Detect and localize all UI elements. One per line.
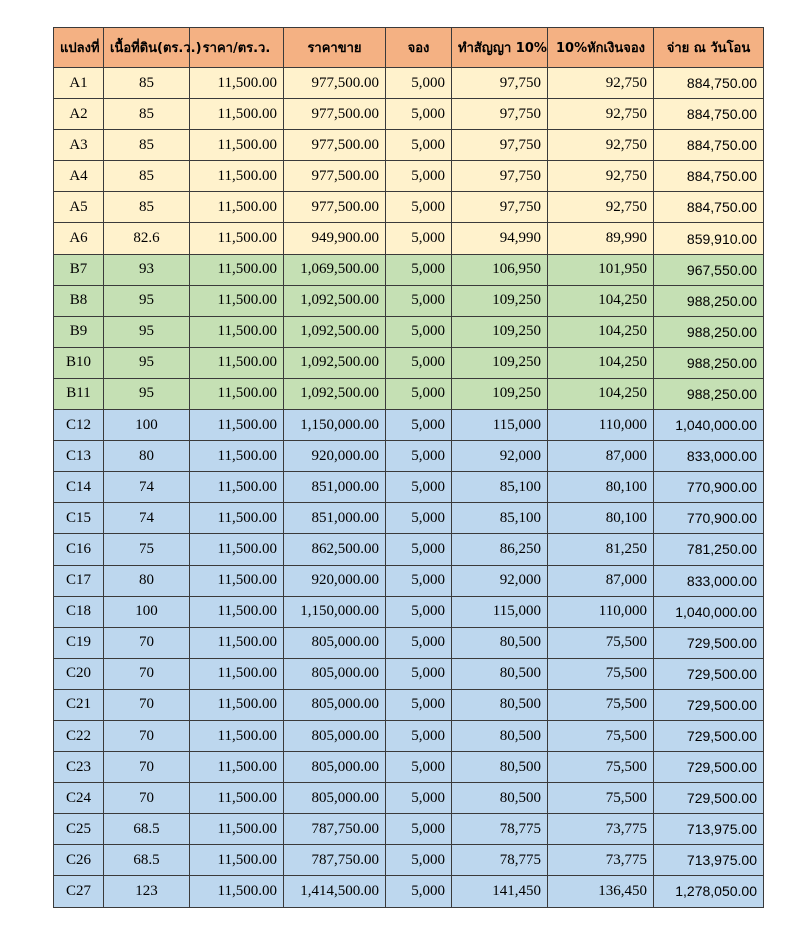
table-row (54, 814, 764, 845)
header-land-area: เนื้อที่ดิน(ตร.ว.) (104, 28, 190, 68)
pay-on-transfer-cell: 1,278,050.00 (654, 876, 764, 907)
contract-minus-reservation-cell: 136,450 (548, 876, 654, 907)
plot-cell: A4 (54, 161, 104, 192)
plot-cell: C18 (54, 596, 104, 627)
table-row (54, 316, 764, 347)
contract-cell: 80,500 (452, 720, 548, 751)
price-per-sq-wa-cell: 11,500.00 (190, 752, 284, 783)
contract-cell: 97,750 (452, 161, 548, 192)
contract-minus-reservation-cell: 104,250 (548, 347, 654, 378)
contract-minus-reservation-cell: 87,000 (548, 441, 654, 472)
sale-price-cell: 920,000.00 (284, 441, 386, 472)
contract-cell: 85,100 (452, 472, 548, 503)
area-cell: 70 (104, 752, 190, 783)
contract-cell: 97,750 (452, 130, 548, 161)
sale-price-cell: 1,150,000.00 (284, 410, 386, 441)
reservation-cell: 5,000 (386, 752, 452, 783)
contract-cell: 97,750 (452, 192, 548, 223)
table-row (54, 254, 764, 285)
reservation-cell: 5,000 (386, 783, 452, 814)
plot-cell: C27 (54, 876, 104, 907)
pay-on-transfer-cell: 729,500.00 (654, 783, 764, 814)
area-cell: 100 (104, 596, 190, 627)
price-per-sq-wa-cell: 11,500.00 (190, 565, 284, 596)
table-row (54, 627, 764, 658)
sale-price-cell: 977,500.00 (284, 192, 386, 223)
sale-price-cell: 977,500.00 (284, 68, 386, 99)
reservation-cell: 5,000 (386, 845, 452, 876)
price-per-sq-wa-cell: 11,500.00 (190, 223, 284, 254)
contract-minus-reservation-cell: 75,500 (548, 720, 654, 751)
pay-on-transfer-cell: 988,250.00 (654, 347, 764, 378)
price-per-sq-wa-cell: 11,500.00 (190, 254, 284, 285)
price-per-sq-wa-cell: 11,500.00 (190, 658, 284, 689)
sale-price-cell: 805,000.00 (284, 752, 386, 783)
plot-cell: B10 (54, 347, 104, 378)
table-row (54, 285, 764, 316)
header-plot: แปลงที่ (54, 28, 104, 68)
table-row (54, 503, 764, 534)
reservation-cell: 5,000 (386, 161, 452, 192)
contract-minus-reservation-cell: 89,990 (548, 223, 654, 254)
contract-cell: 109,250 (452, 285, 548, 316)
contract-minus-reservation-cell: 110,000 (548, 410, 654, 441)
price-per-sq-wa-cell: 11,500.00 (190, 130, 284, 161)
contract-cell: 80,500 (452, 627, 548, 658)
table-body (54, 68, 764, 908)
pay-on-transfer-cell: 729,500.00 (654, 689, 764, 720)
pay-on-transfer-cell: 884,750.00 (654, 192, 764, 223)
plot-cell: B11 (54, 378, 104, 409)
sale-price-cell: 949,900.00 (284, 223, 386, 254)
price-per-sq-wa-cell: 11,500.00 (190, 192, 284, 223)
pay-on-transfer-cell: 884,750.00 (654, 161, 764, 192)
pay-on-transfer-cell: 729,500.00 (654, 627, 764, 658)
table-row (54, 99, 764, 130)
plot-cell: C16 (54, 534, 104, 565)
reservation-cell: 5,000 (386, 347, 452, 378)
header-price-per-sq-wa: ราคา/ตร.ว. (190, 28, 284, 68)
pay-on-transfer-cell: 713,975.00 (654, 845, 764, 876)
plot-cell: C26 (54, 845, 104, 876)
contract-minus-reservation-cell: 75,500 (548, 689, 654, 720)
reservation-cell: 5,000 (386, 316, 452, 347)
reservation-cell: 5,000 (386, 689, 452, 720)
price-per-sq-wa-cell: 11,500.00 (190, 441, 284, 472)
price-per-sq-wa-cell: 11,500.00 (190, 596, 284, 627)
sale-price-cell: 851,000.00 (284, 472, 386, 503)
header-pay-on-transfer: จ่าย ณ วันโอน (654, 28, 764, 68)
plot-cell: C19 (54, 627, 104, 658)
price-table (53, 27, 764, 908)
plot-cell: A1 (54, 68, 104, 99)
contract-minus-reservation-cell: 92,750 (548, 99, 654, 130)
contract-minus-reservation-cell: 75,500 (548, 752, 654, 783)
reservation-cell: 5,000 (386, 596, 452, 627)
price-per-sq-wa-cell: 11,500.00 (190, 627, 284, 658)
pay-on-transfer-cell: 781,250.00 (654, 534, 764, 565)
reservation-cell: 5,000 (386, 441, 452, 472)
contract-cell: 78,775 (452, 845, 548, 876)
contract-minus-reservation-cell: 104,250 (548, 316, 654, 347)
sale-price-cell: 1,414,500.00 (284, 876, 386, 907)
sale-price-cell: 920,000.00 (284, 565, 386, 596)
reservation-cell: 5,000 (386, 223, 452, 254)
area-cell: 74 (104, 503, 190, 534)
contract-cell: 80,500 (452, 783, 548, 814)
table-row (54, 347, 764, 378)
contract-cell: 80,500 (452, 752, 548, 783)
contract-minus-reservation-cell: 75,500 (548, 627, 654, 658)
sale-price-cell: 862,500.00 (284, 534, 386, 565)
sale-price-cell: 787,750.00 (284, 845, 386, 876)
reservation-cell: 5,000 (386, 472, 452, 503)
area-cell: 123 (104, 876, 190, 907)
price-per-sq-wa-cell: 11,500.00 (190, 161, 284, 192)
table-row (54, 720, 764, 751)
area-cell: 70 (104, 689, 190, 720)
contract-cell: 86,250 (452, 534, 548, 565)
contract-minus-reservation-cell: 87,000 (548, 565, 654, 596)
sale-price-cell: 1,069,500.00 (284, 254, 386, 285)
price-per-sq-wa-cell: 11,500.00 (190, 783, 284, 814)
pay-on-transfer-cell: 729,500.00 (654, 752, 764, 783)
pay-on-transfer-cell: 770,900.00 (654, 472, 764, 503)
table-row (54, 783, 764, 814)
price-per-sq-wa-cell: 11,500.00 (190, 689, 284, 720)
price-per-sq-wa-cell: 11,500.00 (190, 410, 284, 441)
contract-cell: 80,500 (452, 658, 548, 689)
price-per-sq-wa-cell: 11,500.00 (190, 68, 284, 99)
area-cell: 70 (104, 658, 190, 689)
pay-on-transfer-cell: 884,750.00 (654, 130, 764, 161)
reservation-cell: 5,000 (386, 378, 452, 409)
sale-price-cell: 805,000.00 (284, 627, 386, 658)
contract-minus-reservation-cell: 101,950 (548, 254, 654, 285)
price-per-sq-wa-cell: 11,500.00 (190, 99, 284, 130)
price-per-sq-wa-cell: 11,500.00 (190, 534, 284, 565)
price-per-sq-wa-cell: 11,500.00 (190, 347, 284, 378)
table-row (54, 223, 764, 254)
plot-cell: C20 (54, 658, 104, 689)
price-per-sq-wa-cell: 11,500.00 (190, 845, 284, 876)
pay-on-transfer-cell: 1,040,000.00 (654, 596, 764, 627)
table-row (54, 161, 764, 192)
area-cell: 68.5 (104, 845, 190, 876)
area-cell: 95 (104, 378, 190, 409)
sale-price-cell: 805,000.00 (284, 720, 386, 751)
reservation-cell: 5,000 (386, 99, 452, 130)
plot-cell: B7 (54, 254, 104, 285)
plot-cell: A3 (54, 130, 104, 161)
plot-cell: B8 (54, 285, 104, 316)
sale-price-cell: 1,092,500.00 (284, 285, 386, 316)
table-row (54, 130, 764, 161)
plot-cell: C24 (54, 783, 104, 814)
reservation-cell: 5,000 (386, 68, 452, 99)
table-row (54, 378, 764, 409)
table-row (54, 845, 764, 876)
sale-price-cell: 787,750.00 (284, 814, 386, 845)
contract-cell: 109,250 (452, 347, 548, 378)
contract-cell: 115,000 (452, 410, 548, 441)
table-row (54, 472, 764, 503)
contract-minus-reservation-cell: 104,250 (548, 285, 654, 316)
table-row (54, 689, 764, 720)
price-per-sq-wa-cell: 11,500.00 (190, 503, 284, 534)
contract-cell: 97,750 (452, 99, 548, 130)
sale-price-cell: 805,000.00 (284, 689, 386, 720)
table-row (54, 596, 764, 627)
plot-cell: C12 (54, 410, 104, 441)
sale-price-cell: 805,000.00 (284, 783, 386, 814)
plot-cell: A2 (54, 99, 104, 130)
reservation-cell: 5,000 (386, 503, 452, 534)
table-row (54, 410, 764, 441)
sale-price-cell: 851,000.00 (284, 503, 386, 534)
area-cell: 100 (104, 410, 190, 441)
header-sale-price: ราคาขาย (284, 28, 386, 68)
reservation-cell: 5,000 (386, 410, 452, 441)
reservation-cell: 5,000 (386, 814, 452, 845)
sale-price-cell: 1,092,500.00 (284, 316, 386, 347)
plot-cell: C15 (54, 503, 104, 534)
reservation-cell: 5,000 (386, 658, 452, 689)
area-cell: 75 (104, 534, 190, 565)
contract-minus-reservation-cell: 104,250 (548, 378, 654, 409)
price-per-sq-wa-cell: 11,500.00 (190, 316, 284, 347)
sale-price-cell: 977,500.00 (284, 130, 386, 161)
reservation-cell: 5,000 (386, 534, 452, 565)
pay-on-transfer-cell: 729,500.00 (654, 720, 764, 751)
table-row (54, 876, 764, 907)
plot-cell: A6 (54, 223, 104, 254)
plot-cell: A5 (54, 192, 104, 223)
pay-on-transfer-cell: 833,000.00 (654, 441, 764, 472)
contract-cell: 109,250 (452, 316, 548, 347)
area-cell: 74 (104, 472, 190, 503)
pay-on-transfer-cell: 884,750.00 (654, 99, 764, 130)
area-cell: 85 (104, 99, 190, 130)
reservation-cell: 5,000 (386, 876, 452, 907)
contract-minus-reservation-cell: 81,250 (548, 534, 654, 565)
table-row (54, 68, 764, 99)
pay-on-transfer-cell: 1,040,000.00 (654, 410, 764, 441)
contract-minus-reservation-cell: 80,100 (548, 503, 654, 534)
contract-cell: 106,950 (452, 254, 548, 285)
plot-cell: C21 (54, 689, 104, 720)
header-10pct-minus-reservation: 10%หักเงินจอง (548, 28, 654, 68)
table-row (54, 534, 764, 565)
contract-minus-reservation-cell: 110,000 (548, 596, 654, 627)
price-per-sq-wa-cell: 11,500.00 (190, 378, 284, 409)
contract-cell: 85,100 (452, 503, 548, 534)
contract-cell: 80,500 (452, 689, 548, 720)
area-cell: 85 (104, 161, 190, 192)
header-row (54, 28, 764, 68)
pay-on-transfer-cell: 988,250.00 (654, 285, 764, 316)
contract-cell: 115,000 (452, 596, 548, 627)
contract-minus-reservation-cell: 73,775 (548, 814, 654, 845)
reservation-cell: 5,000 (386, 720, 452, 751)
pay-on-transfer-cell: 967,550.00 (654, 254, 764, 285)
contract-cell: 97,750 (452, 68, 548, 99)
area-cell: 95 (104, 285, 190, 316)
contract-minus-reservation-cell: 92,750 (548, 192, 654, 223)
contract-cell: 78,775 (452, 814, 548, 845)
contract-minus-reservation-cell: 92,750 (548, 161, 654, 192)
price-per-sq-wa-cell: 11,500.00 (190, 720, 284, 751)
plot-cell: C22 (54, 720, 104, 751)
table-header (54, 28, 764, 68)
sale-price-cell: 1,150,000.00 (284, 596, 386, 627)
sale-price-cell: 977,500.00 (284, 99, 386, 130)
area-cell: 95 (104, 316, 190, 347)
area-cell: 80 (104, 565, 190, 596)
table-row (54, 565, 764, 596)
plot-cell: C13 (54, 441, 104, 472)
area-cell: 70 (104, 720, 190, 751)
header-reservation: จอง (386, 28, 452, 68)
contract-minus-reservation-cell: 73,775 (548, 845, 654, 876)
plot-cell: C23 (54, 752, 104, 783)
area-cell: 85 (104, 68, 190, 99)
table-row (54, 752, 764, 783)
plot-cell: C25 (54, 814, 104, 845)
table-row (54, 441, 764, 472)
plot-cell: C14 (54, 472, 104, 503)
reservation-cell: 5,000 (386, 565, 452, 596)
area-cell: 95 (104, 347, 190, 378)
sale-price-cell: 1,092,500.00 (284, 347, 386, 378)
plot-cell: C17 (54, 565, 104, 596)
sale-price-cell: 977,500.00 (284, 161, 386, 192)
price-per-sq-wa-cell: 11,500.00 (190, 814, 284, 845)
plot-cell: B9 (54, 316, 104, 347)
contract-minus-reservation-cell: 75,500 (548, 783, 654, 814)
contract-cell: 141,450 (452, 876, 548, 907)
reservation-cell: 5,000 (386, 130, 452, 161)
area-cell: 80 (104, 441, 190, 472)
sale-price-cell: 1,092,500.00 (284, 378, 386, 409)
contract-cell: 109,250 (452, 378, 548, 409)
area-cell: 68.5 (104, 814, 190, 845)
pay-on-transfer-cell: 884,750.00 (654, 68, 764, 99)
reservation-cell: 5,000 (386, 285, 452, 316)
sale-price-cell: 805,000.00 (284, 658, 386, 689)
area-cell: 70 (104, 783, 190, 814)
pay-on-transfer-cell: 713,975.00 (654, 814, 764, 845)
price-per-sq-wa-cell: 11,500.00 (190, 285, 284, 316)
contract-minus-reservation-cell: 80,100 (548, 472, 654, 503)
price-per-sq-wa-cell: 11,500.00 (190, 472, 284, 503)
area-cell: 70 (104, 627, 190, 658)
table-row (54, 192, 764, 223)
reservation-cell: 5,000 (386, 627, 452, 658)
pay-on-transfer-cell: 988,250.00 (654, 316, 764, 347)
contract-minus-reservation-cell: 92,750 (548, 130, 654, 161)
pay-on-transfer-cell: 770,900.00 (654, 503, 764, 534)
contract-cell: 92,000 (452, 565, 548, 596)
pay-on-transfer-cell: 988,250.00 (654, 378, 764, 409)
area-cell: 93 (104, 254, 190, 285)
pay-on-transfer-cell: 833,000.00 (654, 565, 764, 596)
pay-on-transfer-cell: 859,910.00 (654, 223, 764, 254)
contract-cell: 94,990 (452, 223, 548, 254)
contract-minus-reservation-cell: 75,500 (548, 658, 654, 689)
reservation-cell: 5,000 (386, 254, 452, 285)
header-contract-10pct: ทำสัญญา 10% (452, 28, 548, 68)
pay-on-transfer-cell: 729,500.00 (654, 658, 764, 689)
table-row (54, 658, 764, 689)
area-cell: 85 (104, 130, 190, 161)
contract-cell: 92,000 (452, 441, 548, 472)
area-cell: 85 (104, 192, 190, 223)
contract-minus-reservation-cell: 92,750 (548, 68, 654, 99)
area-cell: 82.6 (104, 223, 190, 254)
price-per-sq-wa-cell: 11,500.00 (190, 876, 284, 907)
reservation-cell: 5,000 (386, 192, 452, 223)
